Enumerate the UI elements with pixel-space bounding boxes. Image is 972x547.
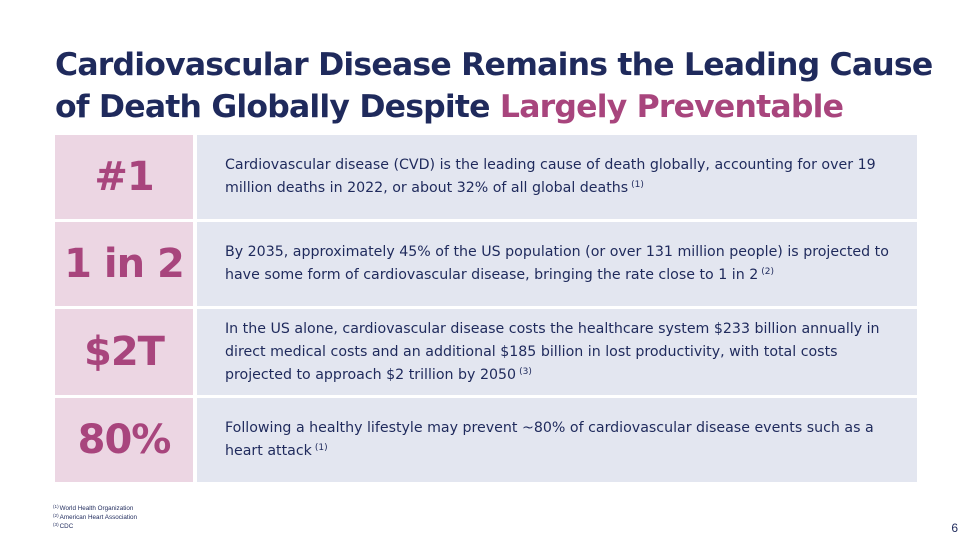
footnote-text: CDC xyxy=(59,522,74,530)
stat-value: 1 in 2 xyxy=(55,222,193,306)
stats-table xyxy=(55,135,917,485)
footnote xyxy=(53,523,137,532)
stat-description-text: Following a healthy lifestyle may prevent ~80% of cardiovascular disease events such as a heart attack xyxy=(225,420,874,459)
stat-description-text: By 2035, approximately 45% of the US population (or over 131 million people) is projected to have some form of cardiovascular disease, bringing the rate close to 1 in 2 xyxy=(225,244,889,283)
reference-marker: (3) xyxy=(519,366,532,377)
title-accent-text: Largely Preventable xyxy=(499,89,844,125)
reference-marker: (1) xyxy=(631,180,644,190)
stat-description xyxy=(197,398,917,482)
footnote-text: World Health Organization xyxy=(59,505,134,512)
footnote-text: American Heart Association xyxy=(59,513,137,521)
stat-value: 80% xyxy=(55,398,193,482)
stat-row-3 xyxy=(55,309,917,395)
footnote-mark: (3) xyxy=(53,521,59,527)
stat-row-1 xyxy=(55,135,917,219)
stat-description-text: Cardiovascular disease (CVD) is the leading cause of death globally, accounting for over 19 million deaths in 2022, or about 32% of all global deaths xyxy=(225,157,876,196)
stat-value: #1 xyxy=(55,135,193,219)
footnote-mark: (2) xyxy=(53,512,59,518)
stat-description xyxy=(197,222,917,306)
stat-row-4 xyxy=(55,398,917,482)
footnote xyxy=(53,505,137,514)
reference-marker: (2) xyxy=(761,267,774,277)
title-main-text: Cardiovascular Disease Remains the Leading Cause of Death Globally Despite xyxy=(55,47,933,125)
stat-description xyxy=(197,309,917,395)
reference-marker: (1) xyxy=(314,443,328,453)
stat-row-2 xyxy=(55,222,917,306)
footnote-mark: (1) xyxy=(53,504,59,509)
footnotes xyxy=(53,505,137,531)
stat-description xyxy=(197,135,917,219)
footnote xyxy=(53,514,137,523)
stat-description-text: In the US alone, cardiovascular disease costs the healthcare system $233 billion annually in direct medical costs and an additional $185 billion in lost productivity, with total costs projected to approach $2 trillion by 2050 xyxy=(225,320,880,383)
stat-value: $2T xyxy=(55,309,193,395)
page-number: 6 xyxy=(951,521,958,535)
slide-title xyxy=(55,44,945,128)
